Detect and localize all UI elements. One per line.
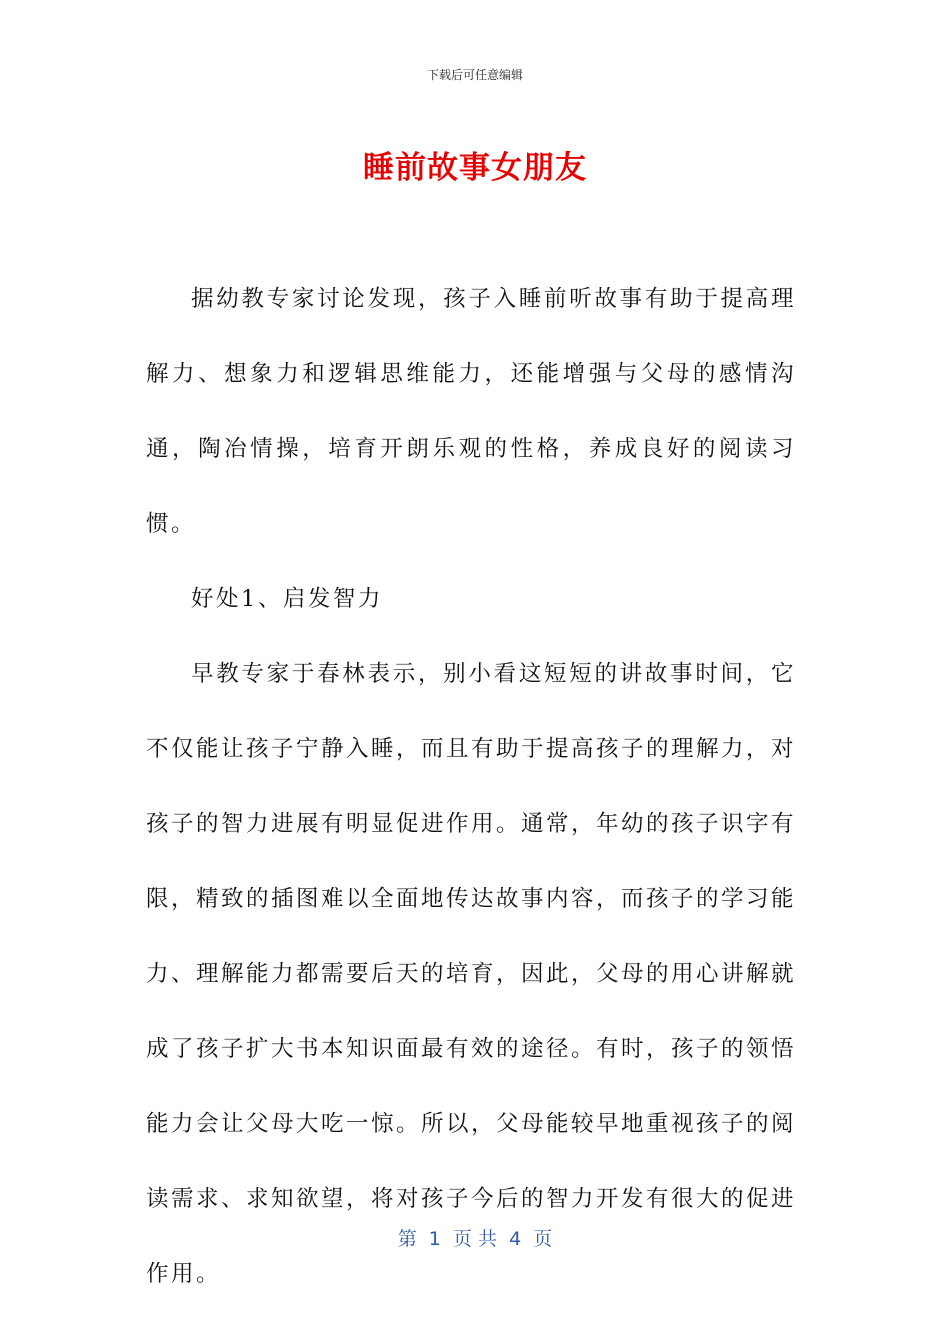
paragraph-benefit-1: 早教专家于春林表示，别小看这短短的讲故事时间，它不仅能让孩子宁静入睡，而且有助于提高孩子的理解力，对孩子的智力进展有明显促进作用。通常，年幼的孩子识字有限，精致的插图难以全面地传达故事内容，而孩子的学习能力、理解能力都需要后天的培育，因此，父母的用心讲解就成了孩子扩大书本知识面最有效的途径。有时，孩子的领悟能力会让父母大吃一惊。所以，父母能较早地重视孩子的阅读需求、求知欲望，将对孩子今后的智力开发有很大的促进作用。 [146,661,797,1287]
paragraph-intro: 据幼教专家讨论发现，孩子入睡前听故事有助于提高理解力、想象力和逻辑思维能力，还能增强与父母的感情沟通，陶冶情操，培育开朗乐观的性格，养成良好的阅读习惯。 [146,286,796,537]
header-note: 下载后可任意编辑 [426,68,523,82]
section-heading: 好处1、启发智力 [191,586,383,612]
page-number: 第 1 页 共 4 页 [397,1228,553,1250]
document-body [146,262,796,1312]
document-title: 睡前故事女朋友 [363,150,587,186]
